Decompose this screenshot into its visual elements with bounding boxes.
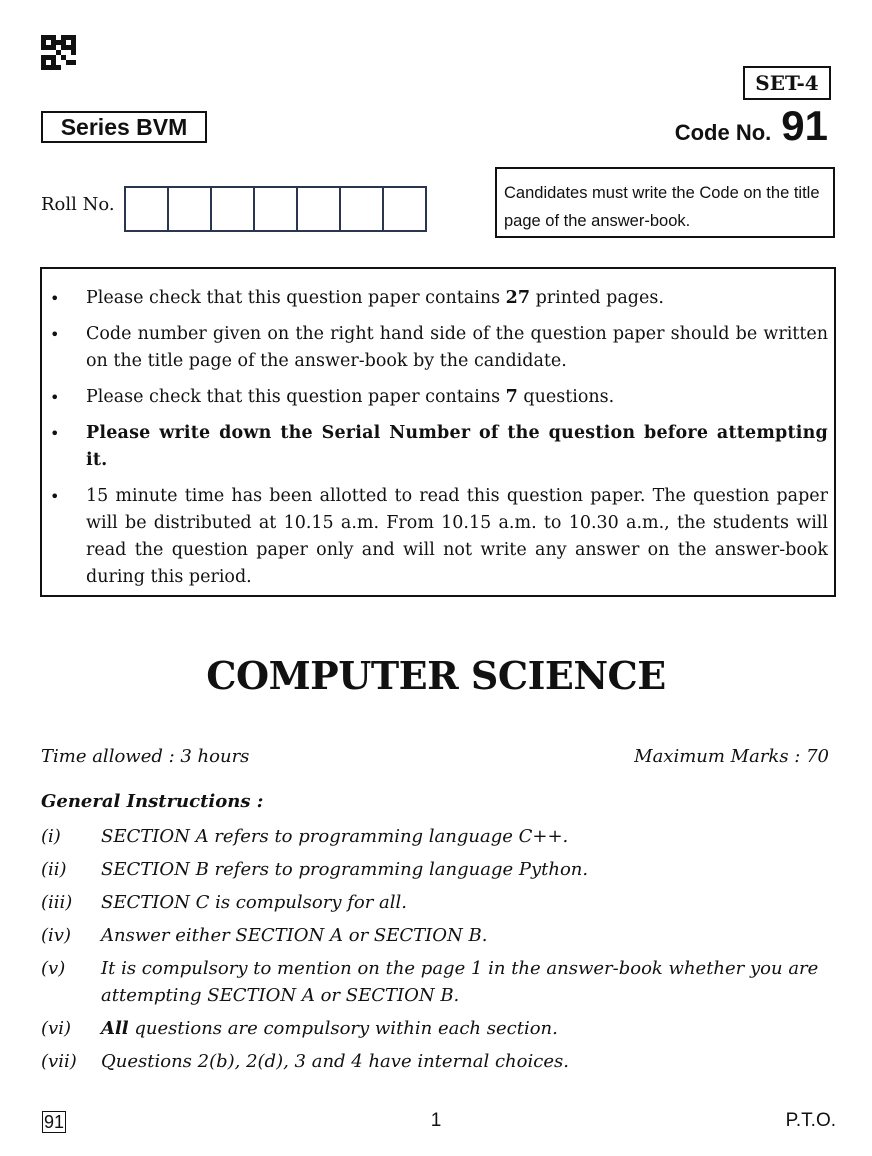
qr-code-icon xyxy=(41,35,76,70)
general-instruction-item: (i) SECTION A refers to programming language C++. xyxy=(41,826,569,847)
general-instructions-title: General Instructions : xyxy=(41,791,264,812)
instruction-item: • 15 minute time has been allotted to read this question paper. The question paper will be distributed at 10.15 a.m. From 10.15 a.m. to 10.30 a.m., the students will read the question paper only and will not write any answer on the answer-book during this period. xyxy=(50,483,828,591)
roll-number-digit-box[interactable] xyxy=(253,186,298,232)
series-label: Series BVM xyxy=(41,111,207,143)
instruction-item: • Code number given on the right hand side of the question paper should be written on the title page of the answer-book by the candidate. xyxy=(50,321,828,375)
roll-number-digit-box[interactable] xyxy=(124,186,169,232)
instruction-item: • Please check that this question paper contains 27 printed pages. xyxy=(50,285,828,312)
general-instruction-item: (v) It is compulsory to mention on the page 1 in the answer-book whether you are attempting SECTION A or SECTION B. xyxy=(41,958,819,1006)
roll-number-digit-box[interactable] xyxy=(382,186,427,232)
roll-number-label: Roll No. xyxy=(41,194,115,215)
time-allowed: Time allowed : 3 hours xyxy=(41,746,250,767)
code-number xyxy=(675,102,828,150)
instruction-item: • Please check that this question paper contains 7 questions. xyxy=(50,384,828,411)
roll-number-boxes xyxy=(124,186,427,232)
roll-number-digit-box[interactable] xyxy=(167,186,212,232)
maximum-marks: Maximum Marks : 70 xyxy=(634,746,829,767)
instruction-item: • Please write down the Serial Number of the question before attempting it. xyxy=(50,420,828,474)
pto-label: P.T.O. xyxy=(785,1110,836,1131)
general-instruction-item: (ii) SECTION B refers to programming language Python. xyxy=(41,859,589,880)
candidate-note: Candidates must write the Code on the title page of the answer-book. xyxy=(495,167,835,238)
subject-title: COMPUTER SCIENCE xyxy=(206,653,666,698)
bullet: • xyxy=(50,289,60,308)
general-instruction-item: (iv) Answer either SECTION A or SECTION B. xyxy=(41,925,488,946)
bullet: • xyxy=(50,424,60,443)
roll-number-digit-box[interactable] xyxy=(296,186,341,232)
general-instruction-item: (vi) All questions are compulsory within each section. xyxy=(41,1018,558,1039)
bullet: • xyxy=(50,388,60,407)
instructions-box xyxy=(40,267,836,597)
general-instructions-list xyxy=(41,823,831,1081)
roll-number-digit-box[interactable] xyxy=(339,186,384,232)
roll-number-digit-box[interactable] xyxy=(210,186,255,232)
bullet: • xyxy=(50,487,60,506)
general-instruction-item: (vii) Questions 2(b), 2(d), 3 and 4 have internal choices. xyxy=(41,1051,569,1072)
general-instruction-item: (iii) SECTION C is compulsory for all. xyxy=(41,892,408,913)
code-label: Code No. xyxy=(674,120,772,145)
set-label: SET-4 xyxy=(743,66,831,100)
bullet: • xyxy=(50,325,60,344)
code-value: 91 xyxy=(781,102,828,149)
page-number: 1 xyxy=(430,1110,442,1131)
time-marks-line xyxy=(41,746,829,767)
footer-code: 91 xyxy=(44,1112,65,1132)
